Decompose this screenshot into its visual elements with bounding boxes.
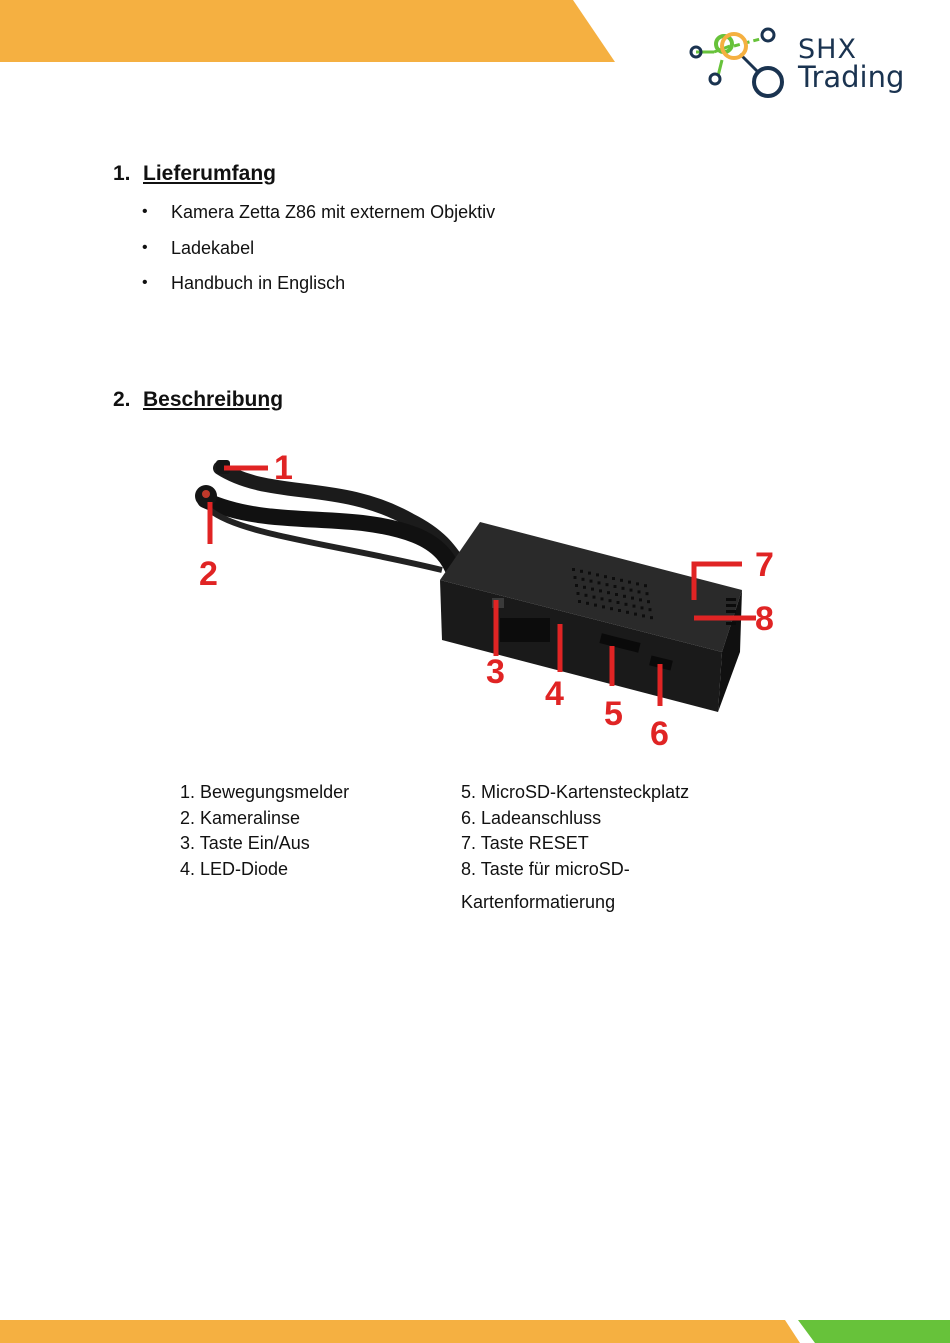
legend-item: 2. Kameralinse <box>180 807 301 828</box>
callout-label: 5 <box>604 695 623 733</box>
callout-label: 2 <box>199 555 218 593</box>
bottom-color-band <box>0 1320 950 1343</box>
bullet-icon: • <box>142 274 148 291</box>
section-heading-lieferumfang <box>113 162 276 186</box>
scope-of-delivery-list <box>142 200 495 307</box>
legend-item: 8. Taste für microSD- <box>461 858 630 879</box>
logo-text-shx: SHX <box>798 34 857 65</box>
callout-label: 3 <box>486 653 505 691</box>
section-heading-beschreibung <box>113 388 283 412</box>
section-title: Beschreibung <box>143 388 284 411</box>
bullet-icon: • <box>142 203 148 220</box>
section-number: 1. <box>113 162 131 185</box>
section-title: Lieferumfang <box>143 162 277 185</box>
legend-item-continuation: Kartenformatierung <box>461 892 616 912</box>
top-orange-banner <box>0 0 620 62</box>
callout-label: 4 <box>545 675 564 713</box>
logo-text-trading: Trading <box>798 60 905 94</box>
legend-item: 7. Taste RESET <box>461 833 589 853</box>
legend-left-column <box>180 780 349 882</box>
list-item: • Handbuch in Englisch <box>142 273 346 293</box>
legend-item: 3. Taste Ein/Aus <box>180 833 310 853</box>
callout-label: 6 <box>650 715 669 753</box>
legend-right-column <box>461 780 689 916</box>
legend-item: 4. LED-Diode <box>180 858 289 879</box>
callout-label: 7 <box>755 546 774 584</box>
legend-item: 5. MicroSD-Kartensteckplatz <box>461 782 690 802</box>
list-item: • Kamera Zetta Z86 mit externem Objektiv <box>142 202 496 222</box>
bullet-icon: • <box>142 238 148 256</box>
callout-label: 8 <box>755 600 774 638</box>
list-item: • Ladekabel <box>142 237 255 258</box>
section-number: 2. <box>113 388 131 411</box>
legend-item: 6. Ladeanschluss <box>461 807 602 828</box>
camera-device-illustration <box>180 440 800 760</box>
legend-item: 1. Bewegungsmelder <box>180 782 350 802</box>
callout-label: 1 <box>274 449 293 487</box>
